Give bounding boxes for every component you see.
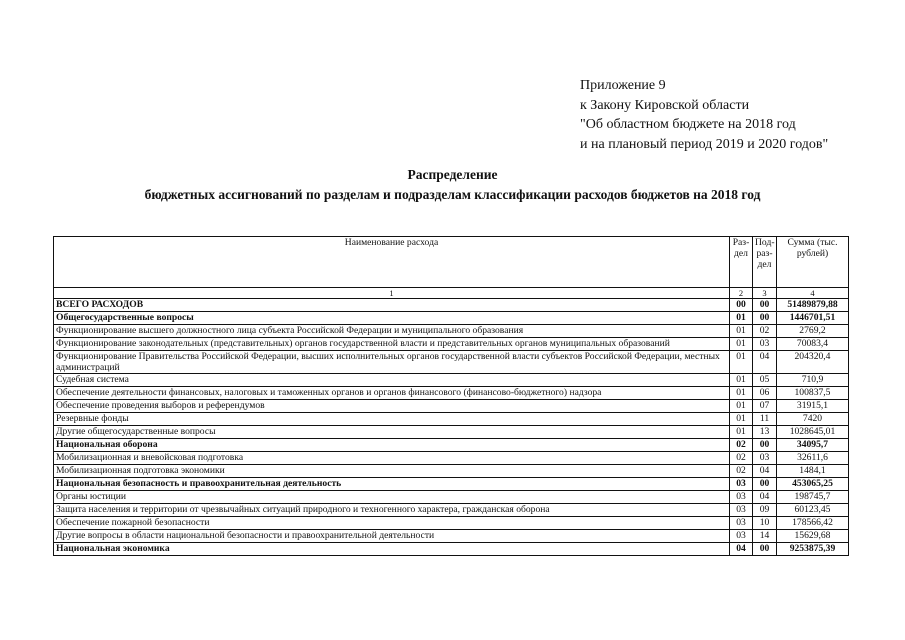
cell-podrazdel: 04 bbox=[753, 465, 777, 478]
cell-podrazdel: 09 bbox=[753, 504, 777, 517]
cell-podrazdel: 00 bbox=[753, 439, 777, 452]
table-row bbox=[54, 374, 849, 387]
cell-sum: 70083,4 bbox=[777, 338, 849, 351]
cell-podrazdel: 04 bbox=[753, 491, 777, 504]
cell-sum: 31915,1 bbox=[777, 400, 849, 413]
table-row bbox=[54, 325, 849, 338]
appendix-line: "Об областном бюджете на 2018 год bbox=[580, 117, 796, 132]
cell-sum: 15629,68 bbox=[777, 530, 849, 543]
cell-sum: 204320,4 bbox=[777, 351, 849, 374]
table-body bbox=[54, 299, 849, 556]
cell-razdel: 03 bbox=[730, 530, 753, 543]
table-row bbox=[54, 452, 849, 465]
column-number: 3 bbox=[753, 288, 777, 299]
cell-podrazdel: 13 bbox=[753, 426, 777, 439]
cell-name: Другие общегосударственные вопросы bbox=[54, 426, 730, 439]
cell-razdel: 01 bbox=[730, 374, 753, 387]
table-row bbox=[54, 387, 849, 400]
appendix-header bbox=[580, 76, 828, 154]
cell-razdel: 01 bbox=[730, 351, 753, 374]
cell-name: Обеспечение проведения выборов и референдумов bbox=[54, 400, 730, 413]
cell-podrazdel: 04 bbox=[753, 351, 777, 374]
appendix-line: Приложение 9 bbox=[580, 78, 666, 93]
cell-razdel: 01 bbox=[730, 325, 753, 338]
table-row bbox=[54, 439, 849, 452]
cell-razdel: 03 bbox=[730, 478, 753, 491]
cell-name: Мобилизационная подготовка экономики bbox=[54, 465, 730, 478]
cell-sum: 2769,2 bbox=[777, 325, 849, 338]
appendix-line: к Закону Кировской области bbox=[580, 97, 750, 113]
table-row bbox=[54, 338, 849, 351]
cell-name: Общегосударственные вопросы bbox=[54, 312, 730, 325]
cell-podrazdel: 10 bbox=[753, 517, 777, 530]
cell-sum: 710,9 bbox=[777, 374, 849, 387]
cell-name: Органы юстиции bbox=[54, 491, 730, 504]
cell-name: Функционирование законодательных (представительных) органов государственной власти и представительных органов муниципальных образований bbox=[54, 338, 730, 351]
cell-razdel: 01 bbox=[730, 400, 753, 413]
cell-sum: 1484,1 bbox=[777, 465, 849, 478]
cell-name: Судебная система bbox=[54, 374, 730, 387]
appendix-line: и на плановый период 2019 и 2020 годов" bbox=[580, 136, 829, 152]
cell-name: Защита населения и территории от чрезвычайных ситуаций природного и техногенного характера, гражданская оборона bbox=[54, 504, 730, 517]
cell-podrazdel: 00 bbox=[753, 299, 777, 312]
table-row bbox=[54, 465, 849, 478]
cell-name: Функционирование Правительства Российской Федерации, высших исполнительных органов государственной власти субъектов Российской Федерации, местных администраций bbox=[54, 351, 730, 374]
cell-razdel: 01 bbox=[730, 387, 753, 400]
document-title: Распределение bbox=[407, 167, 498, 182]
cell-sum: 7420 bbox=[777, 413, 849, 426]
header-name: Наименование расхода bbox=[54, 237, 730, 288]
cell-name: Функционирование высшего должностного лица субъекта Российской Федерации и муниципального образования bbox=[54, 325, 730, 338]
column-number-row bbox=[54, 288, 849, 299]
cell-name: Резервные фонды bbox=[54, 413, 730, 426]
cell-razdel: 02 bbox=[730, 452, 753, 465]
cell-sum: 51489879,88 bbox=[777, 299, 849, 312]
column-number: 1 bbox=[54, 288, 730, 299]
table-row bbox=[54, 312, 849, 325]
cell-sum: 198745,7 bbox=[777, 491, 849, 504]
table-row bbox=[54, 351, 849, 374]
table-row bbox=[54, 400, 849, 413]
column-number: 4 bbox=[777, 288, 849, 299]
cell-podrazdel: 03 bbox=[753, 338, 777, 351]
cell-razdel: 02 bbox=[730, 465, 753, 478]
table-header-row bbox=[54, 237, 849, 288]
cell-sum: 32611,6 bbox=[777, 452, 849, 465]
table-row bbox=[54, 517, 849, 530]
table-row bbox=[54, 530, 849, 543]
header-razdel: Раз-дел bbox=[730, 237, 753, 288]
table-row bbox=[54, 478, 849, 491]
cell-razdel: 00 bbox=[730, 299, 753, 312]
cell-name: Национальная безопасность и правоохранительная деятельность bbox=[54, 478, 730, 491]
cell-sum: 1446701,51 bbox=[777, 312, 849, 325]
cell-sum: 9253875,39 bbox=[777, 543, 849, 556]
column-number: 2 bbox=[730, 288, 753, 299]
cell-razdel: 03 bbox=[730, 491, 753, 504]
cell-podrazdel: 06 bbox=[753, 387, 777, 400]
table-row bbox=[54, 504, 849, 517]
cell-sum: 100837,5 bbox=[777, 387, 849, 400]
cell-name: Другие вопросы в области национальной безопасности и правоохранительной деятельности bbox=[54, 530, 730, 543]
header-podrazdel: Под-раз-дел bbox=[753, 237, 777, 288]
table-row bbox=[54, 413, 849, 426]
cell-name: Обеспечение пожарной безопасности bbox=[54, 517, 730, 530]
cell-name: Национальная экономика bbox=[54, 543, 730, 556]
table-row bbox=[54, 426, 849, 439]
cell-podrazdel: 00 bbox=[753, 478, 777, 491]
cell-podrazdel: 05 bbox=[753, 374, 777, 387]
cell-name: Обеспечение деятельности финансовых, налоговых и таможенных органов и органов финансового (финансово-бюджетного) надзора bbox=[54, 387, 730, 400]
cell-razdel: 04 bbox=[730, 543, 753, 556]
table-row bbox=[54, 543, 849, 556]
cell-podrazdel: 11 bbox=[753, 413, 777, 426]
cell-sum: 1028645,01 bbox=[777, 426, 849, 439]
cell-name: ВСЕГО РАСХОДОВ bbox=[54, 299, 730, 312]
document-subtitle: бюджетных ассигнований по разделам и подразделам классификации расходов бюджетов на 2018 год bbox=[144, 187, 761, 202]
cell-razdel: 01 bbox=[730, 413, 753, 426]
cell-sum: 60123,45 bbox=[777, 504, 849, 517]
budget-table bbox=[53, 236, 849, 556]
cell-podrazdel: 07 bbox=[753, 400, 777, 413]
cell-razdel: 01 bbox=[730, 338, 753, 351]
cell-name: Мобилизационная и вневойсковая подготовка bbox=[54, 452, 730, 465]
header-sum: Сумма (тыс. рублей) bbox=[777, 237, 849, 288]
cell-podrazdel: 00 bbox=[753, 312, 777, 325]
cell-razdel: 01 bbox=[730, 426, 753, 439]
cell-razdel: 01 bbox=[730, 312, 753, 325]
cell-podrazdel: 02 bbox=[753, 325, 777, 338]
cell-sum: 453065,25 bbox=[777, 478, 849, 491]
table-row bbox=[54, 299, 849, 312]
cell-podrazdel: 14 bbox=[753, 530, 777, 543]
cell-sum: 34095,7 bbox=[777, 439, 849, 452]
cell-podrazdel: 00 bbox=[753, 543, 777, 556]
cell-podrazdel: 03 bbox=[753, 452, 777, 465]
cell-name: Национальная оборона bbox=[54, 439, 730, 452]
cell-razdel: 03 bbox=[730, 517, 753, 530]
cell-razdel: 02 bbox=[730, 439, 753, 452]
cell-razdel: 03 bbox=[730, 504, 753, 517]
cell-sum: 178566,42 bbox=[777, 517, 849, 530]
table-row bbox=[54, 491, 849, 504]
